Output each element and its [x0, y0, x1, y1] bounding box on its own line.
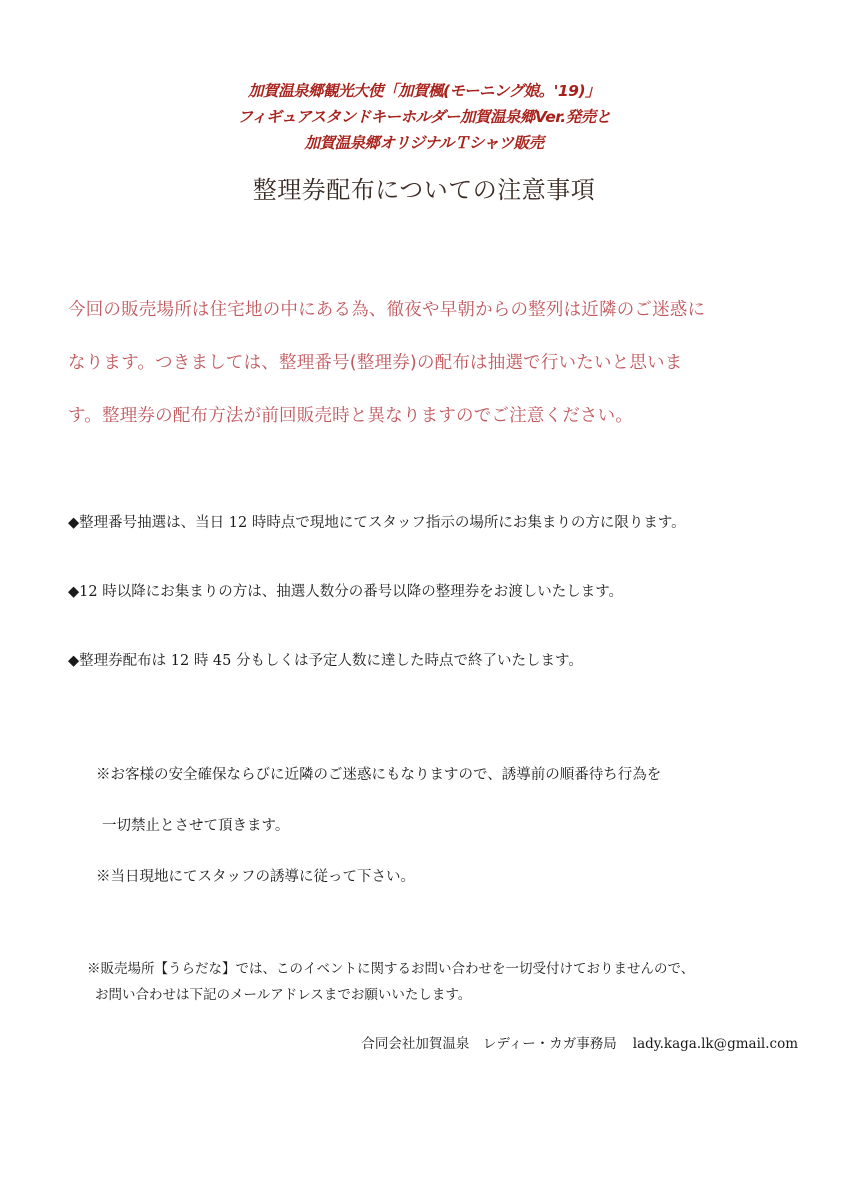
rule-distribution-end: ◆整理券配布は 12 時 45 分もしくは予定人数に達した時点で終了いたします。: [68, 653, 583, 669]
note-queue-prohibited: ※お客様の安全確保ならびに近隣のご迷惑にもなりますので、誘導前の順番待ち行為を: [96, 767, 662, 783]
note-follow-staff: ※当日現地にてスタッフの誘導に従って下さい。: [96, 869, 415, 885]
header-line-keychain: フィギュアスタンドキーホルダー加賀温泉郷Ver.発売と: [237, 108, 611, 126]
intro-line: 今回の販売場所は住宅地の中にある為、徹夜や早朝からの整列は近隣のご迷惑に: [68, 300, 706, 320]
event-header: [0, 78, 848, 156]
intro-paragraph: [68, 284, 788, 443]
organization-name: 合同会社加賀温泉 レディー・カガ事務局: [361, 1036, 617, 1052]
contact-line: お問い合わせは下記のメールアドレスまでお願いいたします。: [95, 987, 472, 1003]
intro-line: す。整理券の配布方法が前回販売時と異なりますのでご注意ください。: [68, 406, 633, 426]
header-line-tshirt: 加賀温泉郷オリジナルＴシャツ販売: [304, 134, 544, 152]
rule-late-arrival: ◆12 時以降にお集まりの方は、抽選人数分の番号以降の整理券をお渡しいたします。: [68, 584, 624, 600]
notes-section: [96, 763, 796, 916]
footer-contact: [361, 1032, 798, 1052]
contact-line: ※販売場所【うらだな】では、このイベントに関するお問い合わせを一切受付けておりませんので、: [87, 961, 695, 977]
contact-notice: [87, 956, 807, 1008]
contact-email: lady.kaga.lk@gmail.com: [632, 1036, 798, 1052]
page-title: 整理券配布についての注意事項: [252, 176, 596, 204]
rule-lottery-time: ◆整理番号抽選は、当日 12 時時点で現地にてスタッフ指示の場所にお集まりの方に限ります。: [68, 515, 686, 531]
rules-list: [68, 510, 808, 717]
intro-line: なります。つきましては、整理番号(整理券)の配布は抽選で行いたいと思いま: [68, 353, 683, 373]
header-line-ambassador: 加賀温泉郷観光大使「加賀楓(モーニング娘。'19)」: [247, 82, 601, 100]
note-queue-prohibited-cont: 一切禁止とさせて頂きます。: [102, 818, 290, 834]
